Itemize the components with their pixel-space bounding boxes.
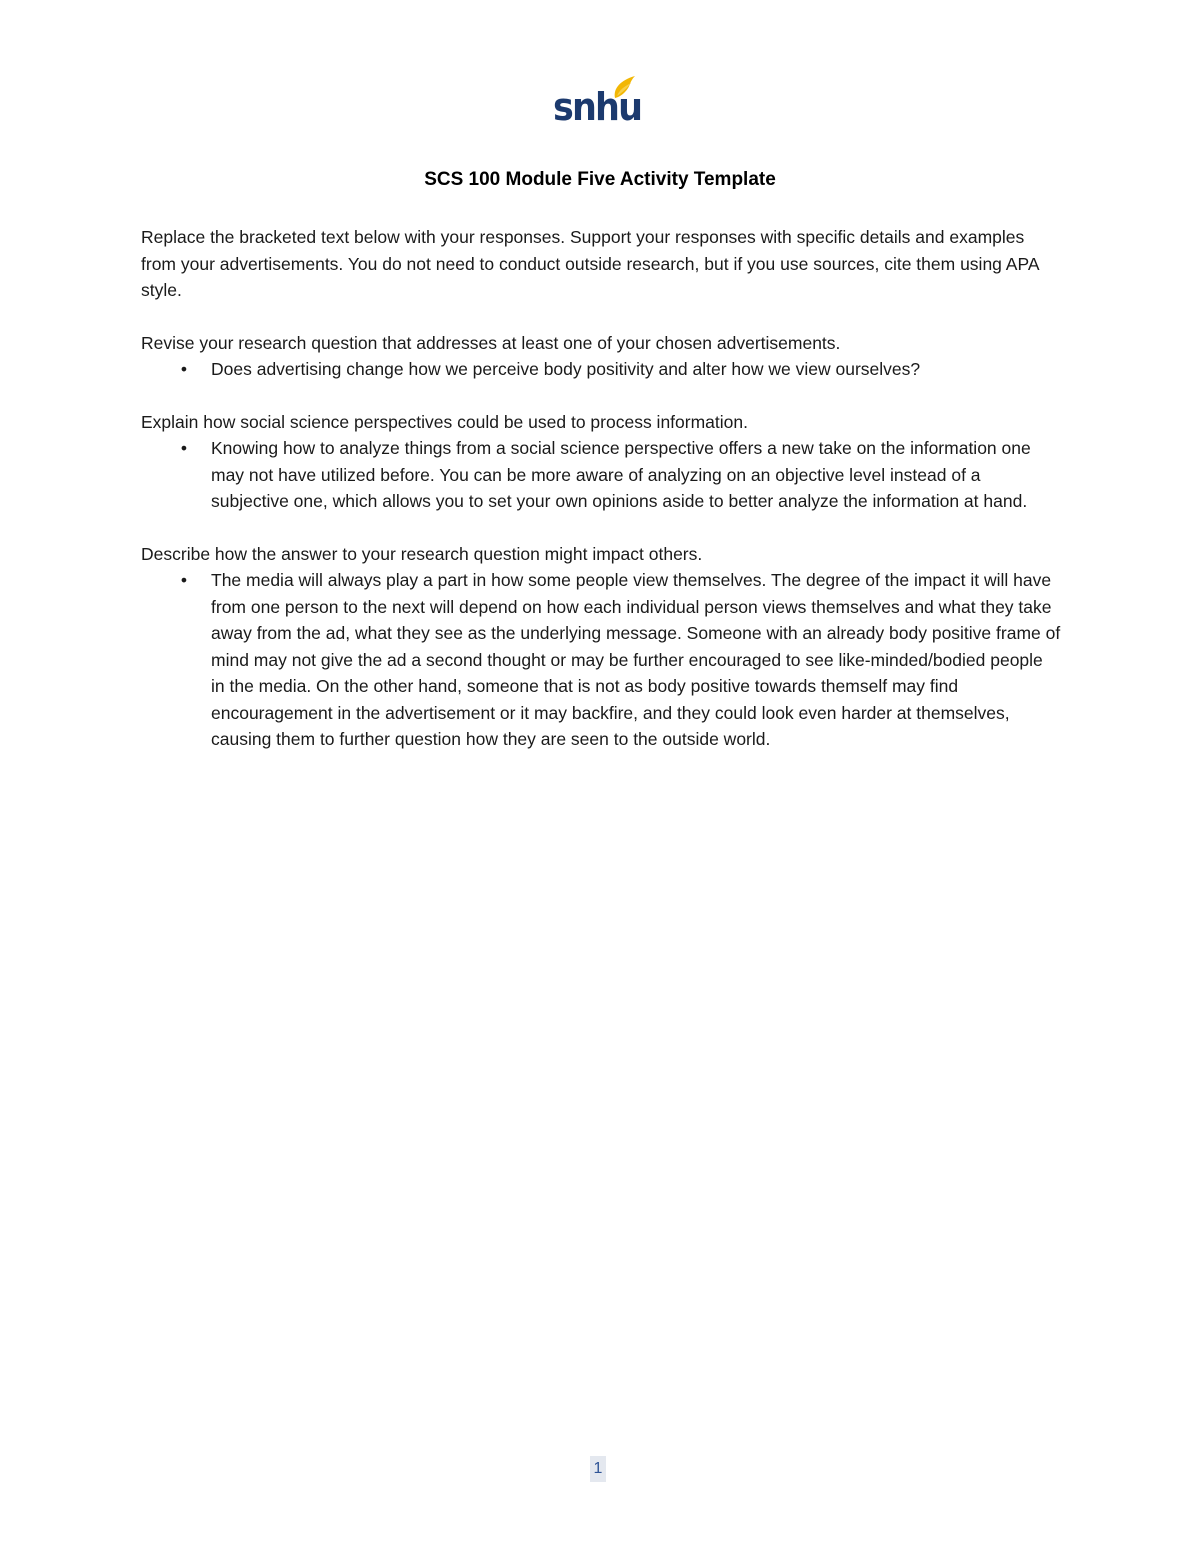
list-item — [141, 567, 1061, 753]
bullet-icon: • — [180, 359, 188, 379]
logo-wordmark: snhu — [553, 85, 642, 129]
bullet-icon: • — [180, 570, 188, 590]
section-research-question — [141, 330, 1061, 383]
list-item — [141, 435, 1061, 515]
list-item — [141, 356, 1061, 383]
section-prompt: Explain how social science perspectives could be used to process information. — [141, 411, 748, 432]
document-body — [141, 224, 1061, 779]
section-response: Does advertising change how we perceive body positivity and alter how we view ourselves? — [211, 359, 921, 379]
response-list — [141, 356, 1061, 383]
section-social-science-perspectives — [141, 409, 1061, 515]
response-list — [141, 567, 1061, 753]
section-impact-on-others — [141, 541, 1061, 753]
section-response: Knowing how to analyze things from a social science perspective offers a new take on the information one may not have utilized before. You can be more aware of analyzing on an objective level instead of a subjective one, which allows you to set your own opinions aside to better analyze the information at hand. — [211, 438, 1031, 511]
bullet-icon: • — [180, 438, 188, 458]
snhu-logo — [553, 74, 643, 134]
response-list — [141, 435, 1061, 515]
document-title: SCS 100 Module Five Activity Template — [424, 169, 776, 190]
intro-paragraph: Replace the bracketed text below with your responses. Support your responses with specific details and examples from your advertisements. You do not need to conduct outside research, but if you use sources, cite them using APA style. — [141, 227, 1039, 300]
section-response: The media will always play a part in how some people view themselves. The degree of the impact it will have from one person to the next will depend on how each individual person views themselves and what they take away from the ad, what they see as the underlying message. Someone with an already body positive frame of mind may not give the ad a second thought or may be further encouraged to see like-minded/bodied people in the media. On the other hand, someone that is not as body positive towards themself may find encouragement in the advertisement or it may backfire, and they could look even harder at themselves, causing them to further question how they are seen to the outside world. — [211, 570, 1061, 749]
section-prompt: Revise your research question that addresses at least one of your chosen advertisements. — [141, 332, 841, 353]
page-number: 1 — [590, 1456, 606, 1482]
section-prompt: Describe how the answer to your research question might impact others. — [141, 543, 703, 564]
